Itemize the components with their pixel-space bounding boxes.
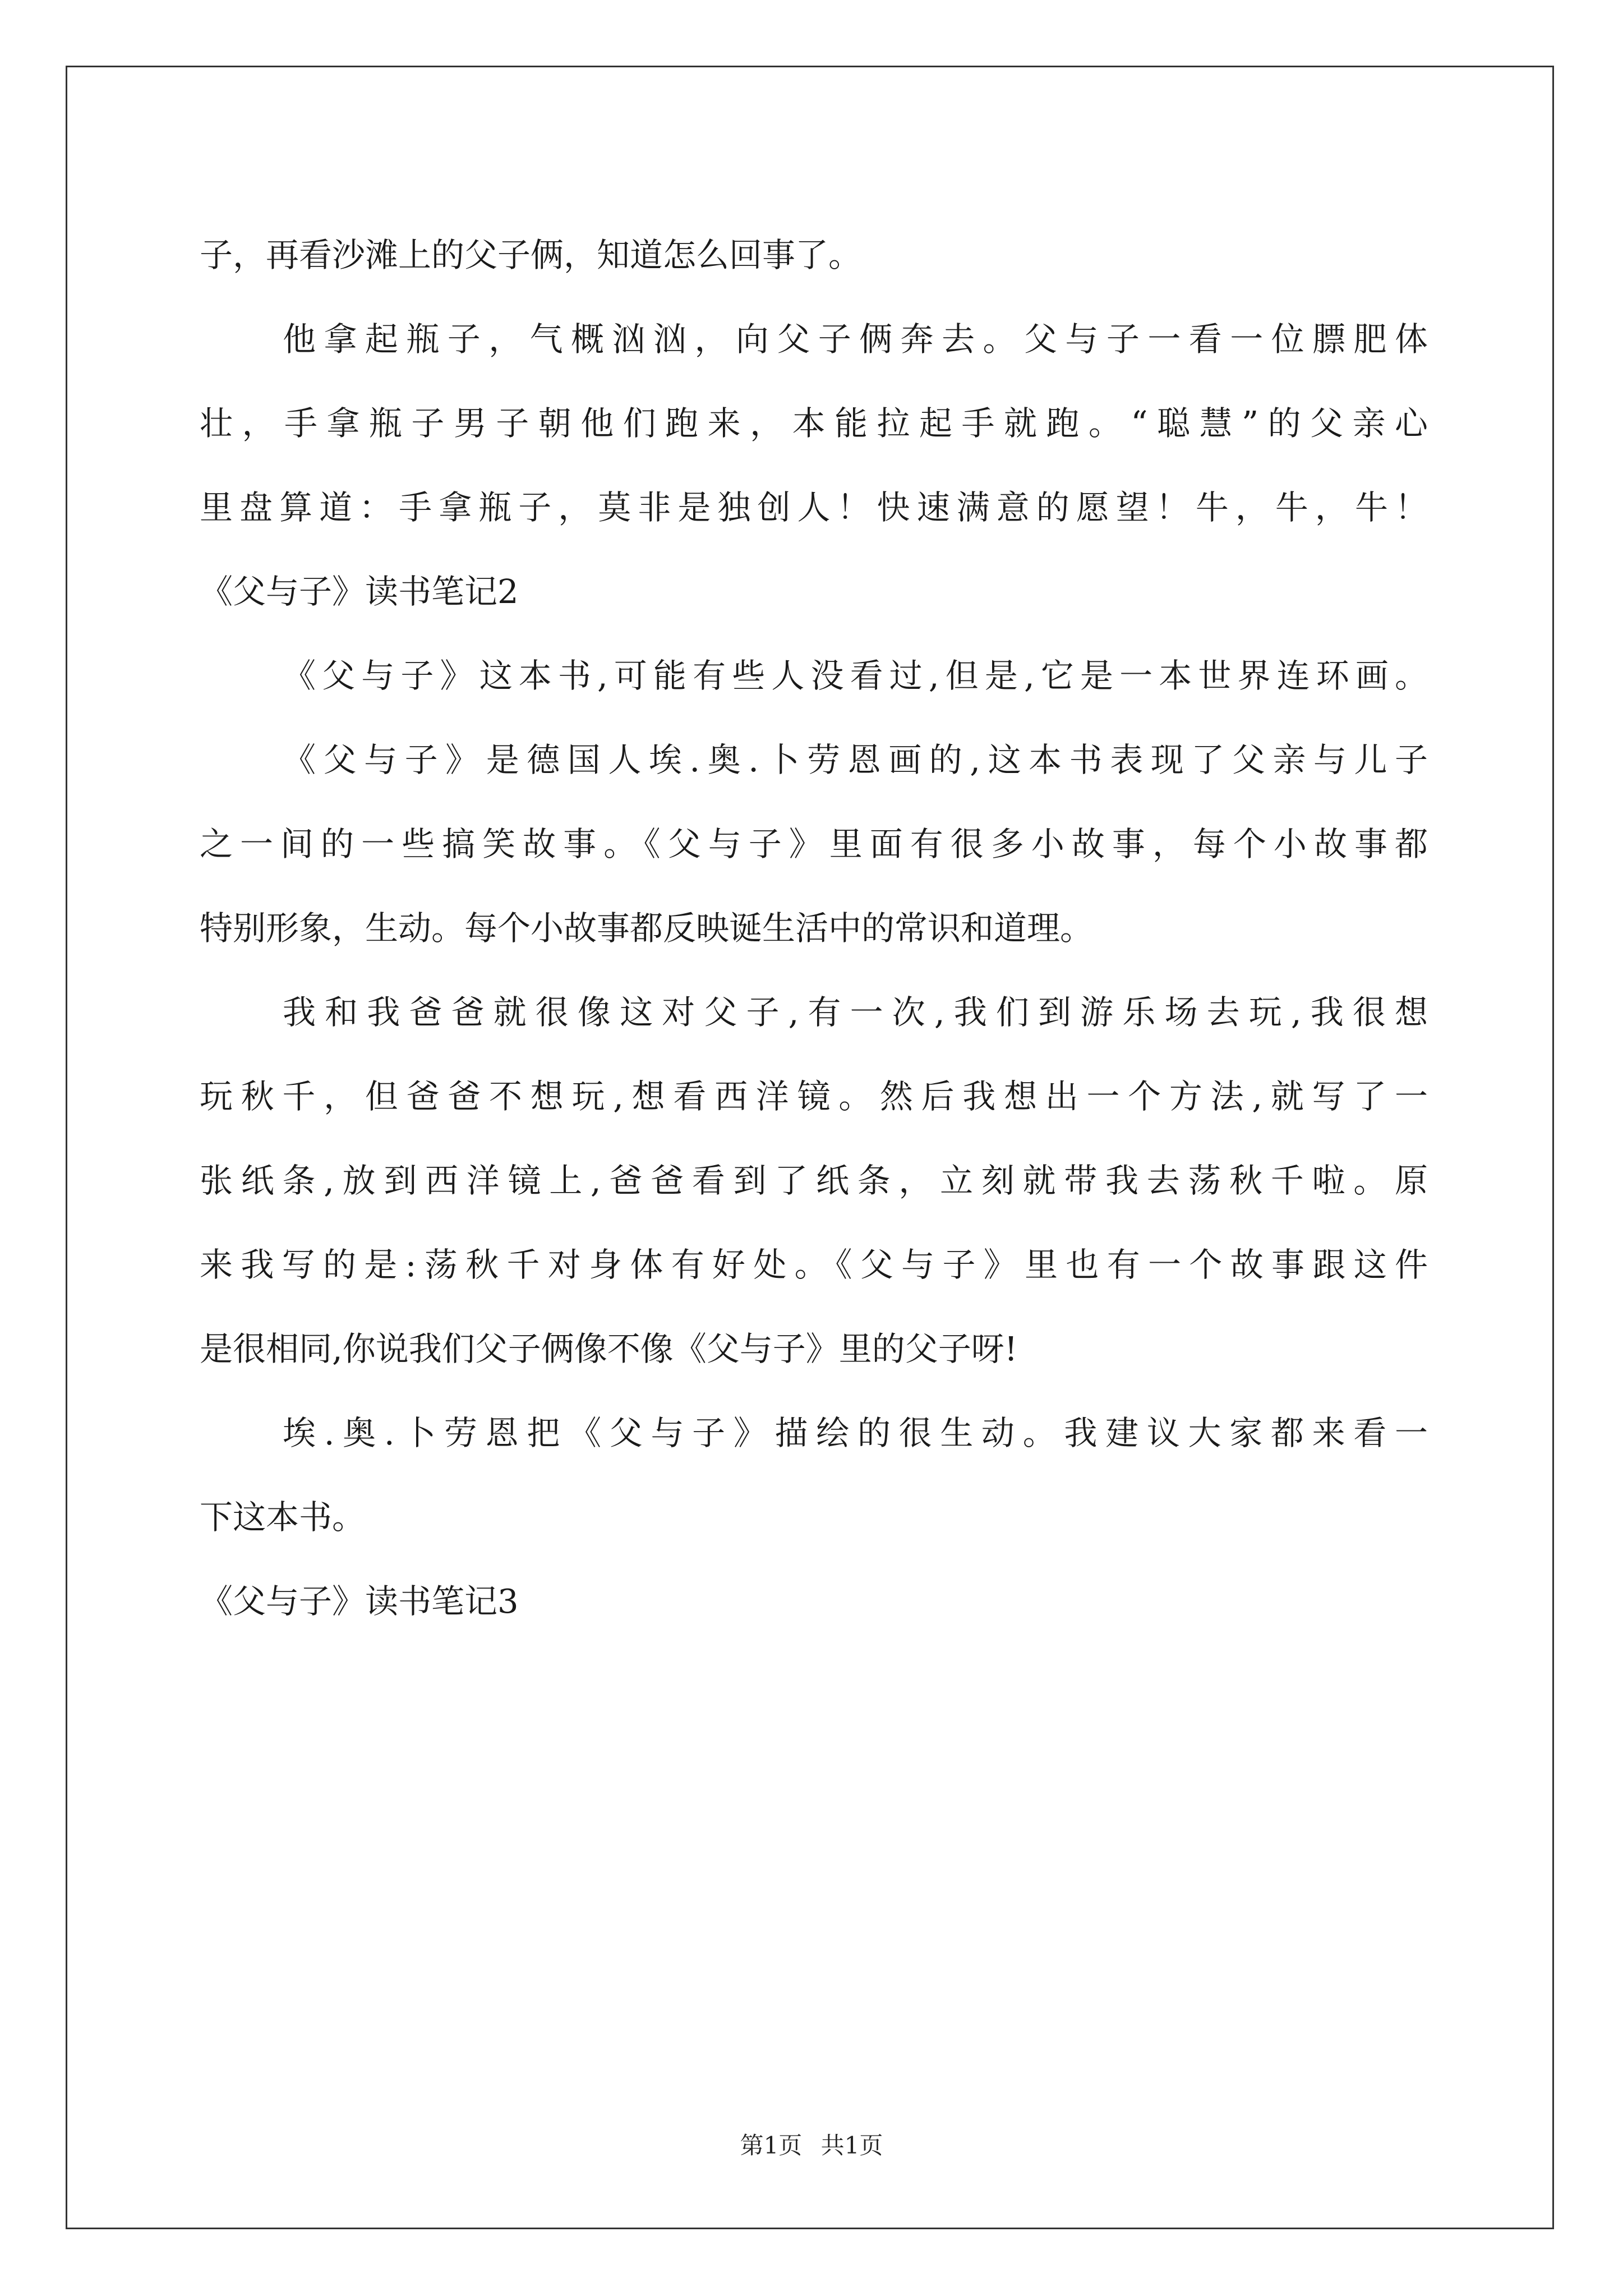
text-line: 他拿起瓶子，气概汹汹，向父子俩奔去。父与子一看一位膘肥体 [283, 320, 1428, 358]
text-line: 之一间的一些搞笑故事。《父与子》里面有很多小故事，每个小故事都 [200, 825, 1428, 863]
text-line: 下这本书。 [200, 1498, 366, 1536]
text-line: 子，再看沙滩上的父子俩，知道怎么回事了。 [200, 236, 862, 274]
text-line: 张纸条,放到西洋镜上,爸爸看到了纸条，立刻就带我去荡秋千啦。原 [200, 1161, 1428, 1200]
section-heading: 《父与子》读书笔记3 [200, 1582, 519, 1621]
text-line: 里盘算道：手拿瓶子，莫非是独创人！快速满意的愿望！牛，牛，牛！ [200, 488, 1428, 527]
section-heading: 《父与子》读书笔记2 [200, 572, 519, 611]
text-line: 壮，手拿瓶子男子朝他们跑来，本能拉起手就跑。“聪慧”的父亲心 [200, 404, 1428, 443]
text-line: 来我写的是:荡秋千对身体有好处。《父与子》里也有一个故事跟这件 [200, 1245, 1428, 1284]
page-number: 第1页 [740, 2132, 803, 2159]
text-line: 特别形象，生动。每个小故事都反映诞生活中的常识和道理。 [200, 909, 1094, 947]
text-line: 玩秋千，但爸爸不想玩,想看西洋镜。然后我想出一个方法,就写了一 [200, 1077, 1428, 1116]
page-total: 共1页 [820, 2132, 883, 2159]
page-footer [0, 2129, 1623, 2162]
text-line: 埃.奥.卜劳恩把《父与子》描绘的很生动。我建议大家都来看一 [283, 1414, 1428, 1452]
document-body [200, 213, 1428, 1644]
text-line: 《父与子》这本书,可能有些人没看过,但是,它是一本世界连环画。 [283, 656, 1428, 695]
text-line: 《父与子》是德国人埃.奥.卜劳恩画的,这本书表现了父亲与儿子 [283, 740, 1428, 779]
text-line: 是很相同,你说我们父子俩像不像《父与子》里的父子呀! [200, 1329, 1018, 1368]
text-line: 我和我爸爸就很像这对父子,有一次,我们到游乐场去玩,我很想 [283, 993, 1428, 1032]
